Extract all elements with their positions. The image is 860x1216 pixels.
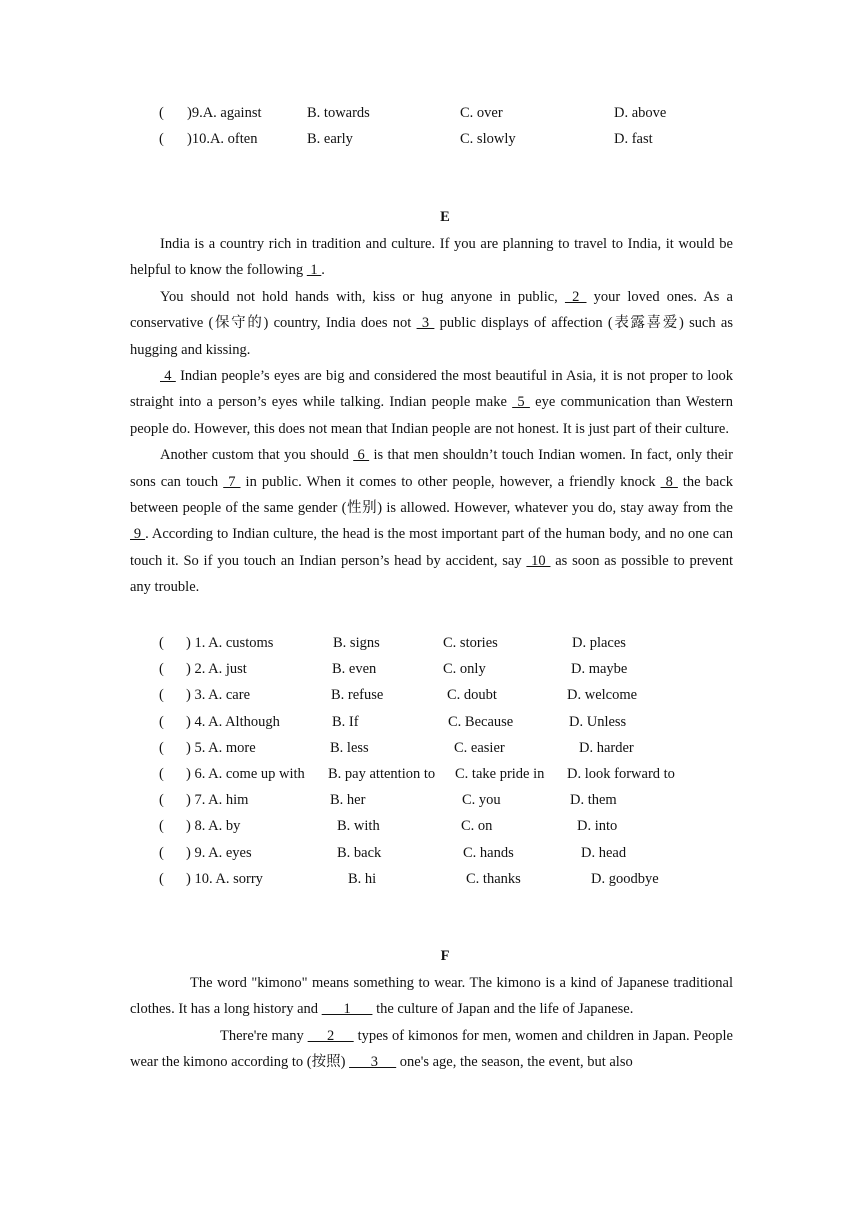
blank-3[interactable]: 3 — [416, 315, 435, 332]
option-b: B. pay attention to — [328, 766, 436, 782]
question-row — [0, 739, 860, 759]
section-e-title: E — [440, 209, 450, 225]
section-e-paragraph-1: India is a country rich in tradition and culture. If you are planning to travel to India, it would be helpful to know the following 1 . — [130, 236, 733, 279]
answer-paren[interactable]: ( — [159, 687, 164, 704]
question-row — [0, 130, 860, 150]
option-c: C. thanks — [466, 870, 521, 887]
option-d: D. welcome — [567, 687, 638, 704]
blank-5[interactable]: 5 — [512, 394, 530, 411]
question-row — [0, 870, 860, 890]
option-d: D. them — [570, 792, 617, 809]
option-d: D. goodbye — [591, 870, 659, 887]
blank-6[interactable]: 6 — [353, 447, 370, 464]
option-d: D. Unless — [569, 713, 627, 730]
option-c: C. take pride in — [455, 766, 545, 782]
section-f-title: F — [440, 948, 450, 964]
option-d: D. head — [581, 844, 627, 861]
question-option-a: ) 10. A. sorry — [186, 870, 263, 887]
option-c: C. only — [443, 661, 486, 678]
answer-paren[interactable]: ( — [159, 661, 164, 678]
option-c: C. you — [462, 792, 501, 809]
section-e-paragraph-2: You should not hold hands with, kiss or hug anyone in public, 2 your loved ones. As a conservative (保守的) country, India does not 3 public displays of affection (表露喜爱) such as hugging and kissing. — [130, 288, 734, 358]
answer-paren[interactable]: ( — [159, 131, 164, 147]
question-option-a: ) 4. A. Although — [186, 713, 280, 730]
f-blank-3[interactable]: 3 — [349, 1054, 397, 1071]
option-d: D. look forward to — [567, 766, 675, 782]
option-c: C. Because — [448, 713, 514, 730]
option-c: C. on — [461, 818, 493, 835]
option-c: C. slowly — [460, 131, 516, 147]
answer-paren[interactable]: ( — [159, 713, 164, 730]
option-b: B. even — [332, 661, 377, 678]
question-row — [0, 104, 860, 124]
question-option-a: )10.A. often — [187, 131, 258, 147]
option-d: D. maybe — [571, 661, 628, 678]
section-e-paragraph-4: Another custom that you should 6 is that men shouldn’t touch Indian women. In fact, only their sons can touch 7 in public. When it comes to other people, however, a friendly knock 8 the back between people of the same gender (性别) is allowed. However, whatever you do, stay away from the 9 . According to Indian culture, the head is the most important part of the human body, and no one can touch it. So if you touch an Indian person’s head by accident, say 10 as soon as possible to prevent any trouble. — [130, 447, 734, 596]
answer-paren[interactable]: ( — [159, 766, 164, 782]
question-option-a: ) 8. A. by — [186, 818, 241, 835]
f-blank-1[interactable]: 1 — [321, 1001, 373, 1018]
question-option-a: ) 3. A. care — [186, 687, 251, 704]
question-option-a: ) 1. A. customs — [186, 635, 274, 651]
answer-paren[interactable]: ( — [159, 739, 164, 756]
option-d: D. places — [572, 635, 626, 651]
option-d: D. above — [614, 105, 667, 121]
blank-4[interactable]: 4 — [160, 368, 176, 385]
question-row — [0, 844, 860, 864]
section-e-passage — [130, 231, 733, 601]
question-option-a: )9.A. against — [187, 105, 262, 121]
blank-9[interactable]: 9 — [130, 526, 146, 543]
blank-1[interactable]: 1 — [306, 262, 322, 279]
question-option-a: ) 9. A. eyes — [186, 844, 252, 861]
question-row — [0, 765, 860, 785]
question-option-a: ) 5. A. more — [186, 739, 256, 756]
question-row — [0, 713, 860, 733]
option-b: B. back — [337, 844, 382, 861]
question-option-a: ) 7. A. him — [186, 792, 249, 809]
question-row — [0, 791, 860, 811]
blank-8[interactable]: 8 — [660, 473, 678, 490]
option-b: B. signs — [333, 635, 380, 651]
blank-10[interactable]: 10 — [526, 552, 551, 569]
question-row — [0, 686, 860, 706]
section-f-paragraph-2: There're many 2 types of kimonos for men, women and children in Japan. People wear the kimono according to (按照) 3 one's age, the season, the event, but also — [130, 1027, 733, 1071]
answer-paren[interactable]: ( — [159, 105, 164, 121]
section-f-paragraph-1: The word "kimono" means something to wear. The kimono is a kind of Japanese traditional clothes. It has a long history and 1 the culture of Japan and the life of Japanese. — [130, 975, 733, 1018]
option-b: B. early — [307, 131, 353, 147]
section-f-passage — [130, 970, 733, 1076]
answer-paren[interactable]: ( — [159, 844, 164, 861]
option-c: C. stories — [443, 635, 498, 651]
answer-paren[interactable]: ( — [159, 792, 164, 809]
question-row — [0, 634, 860, 654]
option-c: C. hands — [463, 844, 514, 861]
option-b: B. If — [332, 713, 359, 730]
option-d: D. harder — [579, 739, 634, 756]
section-e-paragraph-3: 4 Indian people’s eyes are big and considered the most beautiful in Asia, it is not proper to look straight into a person’s eyes while talking. Indian people make 5 eye communication than Western people do. However, this does not mean that Indian people are not honest. It is just part of their culture. — [130, 368, 734, 437]
blank-7[interactable]: 7 — [223, 473, 241, 490]
option-c: C. over — [460, 105, 503, 121]
option-d: D. fast — [614, 131, 653, 147]
f-blank-2[interactable]: 2 — [307, 1027, 354, 1044]
answer-paren[interactable]: ( — [159, 870, 164, 887]
question-row — [0, 817, 860, 837]
option-c: C. doubt — [447, 687, 497, 704]
option-b: B. towards — [307, 105, 370, 121]
question-row — [0, 660, 860, 680]
option-d: D. into — [577, 818, 618, 835]
answer-paren[interactable]: ( — [159, 818, 164, 835]
option-b: B. less — [330, 739, 369, 756]
option-b: B. refuse — [331, 687, 384, 704]
question-option-a: ) 2. A. just — [186, 661, 247, 678]
answer-paren[interactable]: ( — [159, 635, 164, 651]
option-c: C. easier — [454, 739, 505, 756]
option-b: B. hi — [348, 870, 377, 887]
option-b: B. with — [337, 818, 380, 835]
question-option-a: ) 6. A. come up with — [186, 766, 305, 782]
blank-2[interactable]: 2 — [564, 288, 587, 305]
option-b: B. her — [330, 792, 366, 809]
